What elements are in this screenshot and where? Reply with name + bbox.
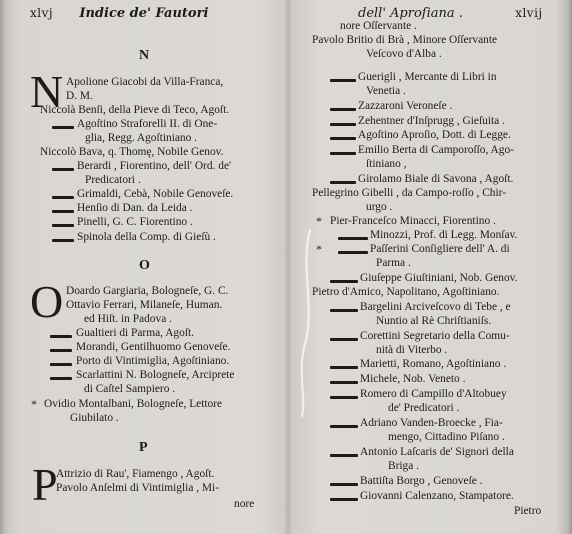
ditto-dash [330, 396, 358, 399]
list-item: Girolamo Biale di Savona , Agoſt. [358, 173, 514, 185]
ditto-dash [52, 168, 74, 171]
list-item: de' Predicatori . [388, 402, 460, 414]
list-item: Veſcovo d'Alba . [366, 48, 442, 60]
ditto-dash [330, 425, 358, 428]
list-item: Giovanni Calenzano, Stampatore. [360, 490, 514, 502]
ditto-dash [330, 309, 358, 312]
list-item: Briga . [388, 460, 420, 472]
right-running-title: dell' Aproſiana . [358, 6, 463, 21]
list-item: Adriano Vanden-Broecke , Fia- [360, 417, 503, 429]
ditto-dash [330, 454, 358, 457]
list-item: Niccolò Bava, q. Thomę, Nobile Genov. [40, 146, 224, 158]
list-item: glia, Regg. Agoſtiniano . [85, 132, 197, 144]
p-first-line: Attrizio di Rau', Fiamengo , Agoſt. [56, 468, 215, 480]
section-heading-p: P [139, 440, 148, 455]
list-item: nore Oſſervante . [340, 20, 417, 32]
list-item: Bargelini Arciveſcovo di Tebe , e [360, 301, 511, 313]
list-item: Ovidio Montalbani, Bologneſe, Lettore [44, 398, 223, 410]
section-heading-o: O [139, 258, 150, 273]
dropcap-o: O [30, 276, 64, 327]
asterisk-mark: * [316, 214, 322, 228]
ditto-dash [50, 363, 72, 366]
list-item: Berardi , Fiorentino, dell' Ord. de' [77, 160, 232, 172]
ditto-dash [330, 338, 358, 341]
ditto-dash [330, 483, 358, 486]
list-item: mengo, Cittadino Piſano . [388, 431, 505, 443]
ditto-dash [330, 108, 356, 111]
ditto-dash [330, 123, 356, 126]
list-item: Grimaldi, Cebà, Nobile Genoveſe. [77, 188, 234, 200]
ditto-dash [52, 239, 74, 242]
list-item: Agoſtino Straforelli II. di One- [77, 118, 218, 130]
catchword: Pietro [514, 505, 542, 517]
list-item: Morandi, Gentilhuomo Genoveſe. [76, 341, 231, 353]
list-item: Pellegrino Gibelli , da Campo-roſſo , Chir- [312, 187, 507, 199]
left-running-title: Indice de' Fautori [79, 6, 209, 21]
dropcap-p: P [32, 459, 58, 510]
list-item: Pietro d'Amico, Napolitano, Agoſtiniano. [312, 286, 500, 298]
asterisk-mark: * [316, 242, 322, 256]
list-item: Nuntio al Rè Chriſtianiſs. [376, 315, 492, 327]
list-item: Romero di Campillo d'Altobuey [360, 388, 507, 400]
list-item: Paſſerini Conſigliere dell' A. di [370, 243, 510, 255]
list-item: Henſio di Dan. da Leida . [77, 202, 193, 214]
list-item: Porto di Vintimiglia, Agoſtiniano. [76, 355, 230, 367]
ditto-dash [330, 498, 358, 501]
list-item: Minozzi, Prof. di Legg. Monſav. [370, 229, 518, 241]
left-header [30, 6, 208, 21]
list-item: di Caſtel Sampiero . [84, 383, 176, 395]
section-heading-n: N [139, 48, 150, 63]
ditto-dash [330, 280, 358, 283]
list-item: Niccolà Benſi, della Pieve di Teco, Agoſt. [40, 104, 230, 116]
ditto-dash [330, 152, 356, 155]
ditto-dash [338, 251, 368, 254]
ditto-dash [50, 335, 72, 338]
list-item: Zehentner d'Inſprugg , Gieſuita . [358, 115, 505, 127]
list-item: ed Hiſt. in Padova . [84, 313, 172, 325]
list-item: Antonio Laſcaris de' Signori della [360, 446, 514, 458]
list-item: nità di Viterbo . [376, 344, 448, 356]
list-item: Pier-Franceſco Minacci, Fiorentino . [330, 215, 496, 227]
list-item: Venetia . [366, 85, 406, 97]
list-item: Gualtieri di Parma, Agoſt. [76, 327, 194, 339]
ditto-dash [52, 210, 74, 213]
ditto-dash [330, 366, 358, 369]
list-item: Scarlattini N. Bologneſe, Arciprete [76, 369, 235, 381]
list-item: Giubilato . [70, 412, 119, 424]
list-item: Pavolo Anſelmi di Vintimiglia , Mi- [56, 482, 220, 494]
list-item: Guerigli , Mercante di Libri in [358, 71, 497, 83]
list-item: Michele, Nob. Veneto . [360, 373, 466, 385]
list-item: ſtiniano , [366, 158, 407, 170]
n-first-line: Apolione Giacobi da Villa-Franca, [66, 76, 224, 88]
list-item: Pavolo Britio di Brà , Minore Oſſervante [312, 34, 498, 46]
right-page [288, 0, 572, 534]
ditto-dash [52, 224, 74, 227]
list-item: Corettini Segretario della Comu- [360, 330, 510, 342]
catchword: nore [234, 498, 255, 510]
list-item: Emilio Berta di Camporoſſo, Ago- [358, 144, 514, 156]
list-item: Battiſta Borgo , Genoveſe . [360, 475, 483, 487]
list-item: Giuſeppe Giuſtiniani, Nob. Genov. [360, 272, 518, 284]
list-item: Zazzaroni Veroneſe . [358, 100, 453, 112]
list-item: Ottavio Ferrari, Milaneſe, Human. [66, 299, 223, 311]
ditto-dash [330, 137, 356, 140]
ditto-dash [50, 377, 72, 380]
ditto-dash [50, 349, 72, 352]
binding-thread [296, 228, 318, 418]
list-item: urgo . [366, 201, 393, 213]
list-item: Pinelli, G. C. Fiorentino . [77, 216, 193, 228]
n-first-line-2: D. M. [66, 90, 93, 102]
asterisk-mark: * [31, 397, 37, 411]
ditto-dash [330, 381, 358, 384]
ditto-dash [338, 237, 368, 240]
list-item: Spinola della Comp. di Gieſù . [77, 231, 216, 243]
right-header [358, 6, 543, 21]
list-item: Predicatori . [85, 174, 141, 186]
ditto-dash [330, 79, 356, 82]
left-page-number: xlvj [30, 6, 54, 20]
ditto-dash [52, 126, 74, 129]
list-item: Parma . [376, 257, 411, 269]
dropcap-n: N [30, 66, 64, 117]
ditto-dash [52, 196, 74, 199]
right-page-number: xlvij [515, 6, 543, 20]
list-item: Marietti, Romano, Agoſtiniano . [360, 358, 507, 370]
list-item: Agoſtino Aproſio, Dott. di Legge. [358, 129, 511, 141]
ditto-dash [330, 181, 356, 184]
o-first-line: Doardo Gargiaria, Bologneſe, G. C. [66, 285, 229, 297]
